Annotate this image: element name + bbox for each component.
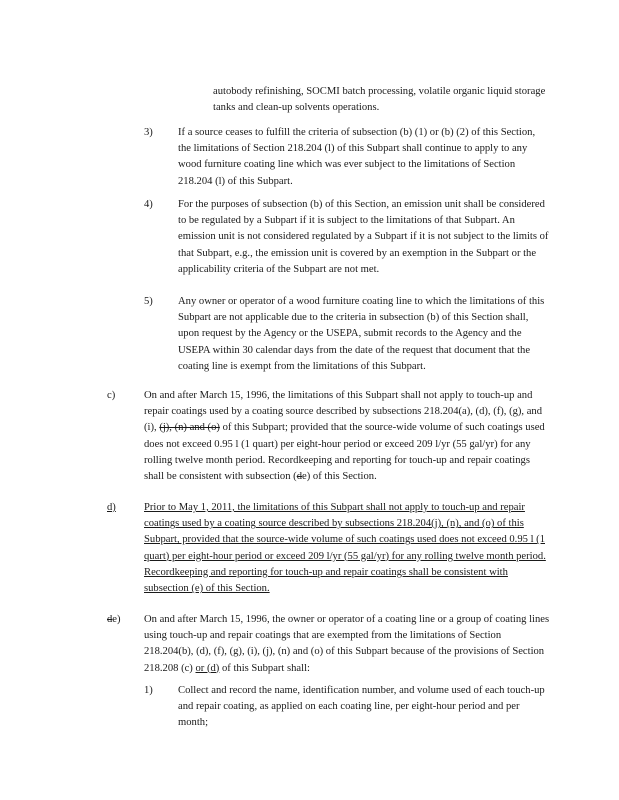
subsection-e-label-new: e) (112, 614, 121, 625)
subsection-c-text-2: of this Subpart; provided that the source-wide volume of such coatings used does not exceed 0.95 l (1 quart) per eight-hour period or exceed 209 l/yr (55 gal/yr) for any rolling twelve month period. Recordkeeping and reporting for touch-up and repair coatings shall be consistent with subsection ( (144, 422, 545, 483)
subsection-c-text (144, 388, 552, 485)
subsection-c-label: c) (107, 390, 116, 401)
subsection-e-label (107, 612, 121, 628)
item-3-label: 3) (144, 127, 153, 138)
subsection-c-struck-letter: d (296, 471, 303, 483)
item-4-label: 4) (144, 199, 153, 210)
item-4-text: For the purposes of subsection (b) of this Section, an emission unit shall be considered to be regulated by a Subpart if it is subject to the limitations of that Subpart. An emission unit is not considered regulated by a Subpart if it is not subject to the limits of that Subpart, e.g., the emission unit is covered by an exemption in the Subpart or the applicability criteria of the Subpart are not met. (178, 199, 549, 275)
subsection-c-struck-list: (j), (n) and (o) (159, 422, 220, 434)
subsection-e-text-2: of this Subpart shall: (221, 662, 310, 674)
item-5-text: Any owner or operator of a wood furniture coating line to which the limitations of this Subpart are not applicable due to the criteria in subsection (b) of this Section shall, upon request by the Agency or the USEPA, submit records to the Agency and the USEPA within 30 calendar days from the date of the request that document that the coating line is exempt from the limitations of this Subpart. (178, 296, 545, 372)
subsection-e-text-1: On and after March 15, 1996, the owner or operator of a coating line or a group of coating lines using touch-up and repair coatings that are exempted from the limitations of Section 218.204(b), (d), (f), (g), (i), (j), (n) and (o) of this Subpart because of the provisions of Section 218.208 (c) (144, 614, 550, 674)
subsection-e-label-old: d (107, 614, 113, 625)
intro-paragraph: autobody refinishing, SOCMI batch processing, volatile organic liquid storage tanks and clean-up solvents operations. (213, 86, 546, 114)
subsection-d-label: d) (107, 502, 116, 513)
item-e1-label: 1) (144, 685, 153, 696)
item-3-text: If a source ceases to fulfill the criteria of subsection (b) (1) or (b) (2) of this Section, the limitations of Section 218.204 (l) of this Subpart shall continue to apply to any wood furniture coating line which was ever subject to the limitations of Section 218.204 (l) of this Subpart. (178, 127, 536, 187)
subsection-c-text-3: e) of this Section. (302, 471, 377, 483)
subsection-e-text (144, 612, 552, 677)
item-5-label: 5) (144, 296, 153, 307)
subsection-d-text: Prior to May 1, 2011, the limitations of this Subpart shall not apply to touch-up and repair coatings used by a coating source described by subsections 218.204(j), (n), and (o) of this Subpart, provided that the source-wide volume of such coatings used does not exceed 0.95 l (1 quart) per eight-hour period or exceed 209 l/yr (55 gal/yr) for any rolling twelve month period. Recordkeeping and reporting for touch-up and repair coatings shall be consistent with subsection (e) of this Section. (144, 502, 546, 595)
subsection-c-text-1: On and after March 15, 1996, the limitations of this Subpart shall not apply to touch-up and repair coatings used by a coating source described by subsections 218.204(a), (d), (f), (g), and (i), (144, 390, 543, 434)
item-e1-text: Collect and record the name, identification number, and volume used of each touch-up and repair coating, as applied on each coating line, per eight-hour period and per month; (178, 685, 545, 729)
subsection-e-underlined: or (d) (195, 662, 220, 674)
